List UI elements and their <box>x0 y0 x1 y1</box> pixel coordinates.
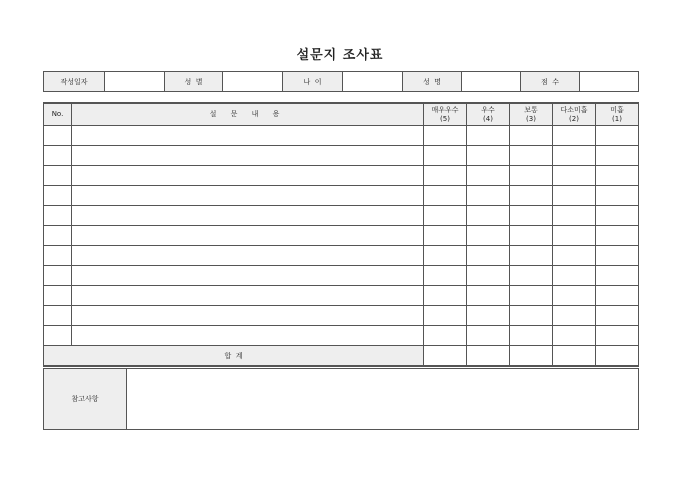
rating-score: (3) <box>526 114 536 123</box>
row-no-cell[interactable] <box>44 186 72 206</box>
rating-4-cell[interactable] <box>467 266 510 286</box>
rating-4-cell[interactable] <box>467 326 510 346</box>
sum-label: 합 계 <box>44 346 424 367</box>
rating-2-cell[interactable] <box>553 186 596 206</box>
notes-field[interactable] <box>127 369 639 430</box>
rating-4-cell[interactable] <box>467 126 510 146</box>
rating-3-cell[interactable] <box>510 126 553 146</box>
rating-score: (1) <box>612 114 622 123</box>
sum-4-cell[interactable] <box>467 346 510 367</box>
rating-1-cell[interactable] <box>596 166 639 186</box>
rating-5-cell[interactable] <box>424 186 467 206</box>
rating-4-cell[interactable] <box>467 226 510 246</box>
question-cell[interactable] <box>72 306 424 326</box>
respondent-info-table <box>43 71 639 92</box>
rating-5-cell[interactable] <box>424 326 467 346</box>
row-no-cell[interactable] <box>44 226 72 246</box>
table-row <box>44 266 639 286</box>
rating-2-cell[interactable] <box>553 326 596 346</box>
score-field[interactable] <box>580 72 639 92</box>
rating-4-cell[interactable] <box>467 146 510 166</box>
rating-1-cell[interactable] <box>596 186 639 206</box>
rating-4-cell[interactable] <box>467 166 510 186</box>
row-no-cell[interactable] <box>44 246 72 266</box>
rating-3-cell[interactable] <box>510 326 553 346</box>
rating-label: 우수 <box>481 105 495 114</box>
rating-5-cell[interactable] <box>424 266 467 286</box>
rating-1-cell[interactable] <box>596 306 639 326</box>
rating-3-cell[interactable] <box>510 306 553 326</box>
table-row <box>44 166 639 186</box>
rating-3-cell[interactable] <box>510 146 553 166</box>
name-label: 성 명 <box>403 72 462 92</box>
score-label: 점 수 <box>521 72 580 92</box>
question-cell[interactable] <box>72 186 424 206</box>
name-field[interactable] <box>462 72 521 92</box>
table-row <box>44 286 639 306</box>
rating-2-cell[interactable] <box>553 306 596 326</box>
question-cell[interactable] <box>72 286 424 306</box>
rating-1-cell[interactable] <box>596 286 639 306</box>
age-label: 나 이 <box>283 72 343 92</box>
question-cell[interactable] <box>72 126 424 146</box>
rating-4-cell[interactable] <box>467 286 510 306</box>
question-cell[interactable] <box>72 266 424 286</box>
gender-label: 성 별 <box>165 72 223 92</box>
date-field[interactable] <box>105 72 165 92</box>
rating-4-cell[interactable] <box>467 246 510 266</box>
table-row <box>44 326 639 346</box>
rating-2-cell[interactable] <box>553 226 596 246</box>
rating-1-cell[interactable] <box>596 246 639 266</box>
rating-2-cell[interactable] <box>553 246 596 266</box>
rating-label: 미흡 <box>610 105 624 114</box>
rating-3-cell[interactable] <box>510 286 553 306</box>
row-no-cell[interactable] <box>44 206 72 226</box>
row-no-cell[interactable] <box>44 166 72 186</box>
table-row <box>44 186 639 206</box>
rating-5-cell[interactable] <box>424 226 467 246</box>
sum-row <box>44 346 639 367</box>
rating-2-cell[interactable] <box>553 126 596 146</box>
rating-label: 다소미흡 <box>560 105 588 114</box>
rating-1-cell[interactable] <box>596 146 639 166</box>
rating-header-5 <box>424 103 467 126</box>
rating-1-cell[interactable] <box>596 206 639 226</box>
rating-4-cell[interactable] <box>467 306 510 326</box>
rating-1-cell[interactable] <box>596 126 639 146</box>
rating-3-cell[interactable] <box>510 246 553 266</box>
rating-label: 보통 <box>524 105 538 114</box>
rating-label: 매우우수 <box>431 105 459 114</box>
gender-field[interactable] <box>223 72 283 92</box>
rating-5-cell[interactable] <box>424 206 467 226</box>
rating-5-cell[interactable] <box>424 246 467 266</box>
sum-3-cell[interactable] <box>510 346 553 367</box>
page-title: 설문지 조사표 <box>296 48 384 63</box>
table-row <box>44 206 639 226</box>
rating-5-cell[interactable] <box>424 286 467 306</box>
rating-2-cell[interactable] <box>553 206 596 226</box>
rating-4-cell[interactable] <box>467 206 510 226</box>
date-label: 작성일자 <box>44 72 105 92</box>
rating-3-cell[interactable] <box>510 166 553 186</box>
content-header: 설 문 내 용 <box>72 103 424 126</box>
no-header: No. <box>44 103 72 126</box>
survey-table <box>43 102 639 367</box>
rating-3-cell[interactable] <box>510 206 553 226</box>
row-no-cell[interactable] <box>44 326 72 346</box>
notes-label: 참고사항 <box>44 369 127 430</box>
sum-1-cell[interactable] <box>596 346 639 367</box>
rating-2-cell[interactable] <box>553 166 596 186</box>
question-cell[interactable] <box>72 326 424 346</box>
rating-header-1 <box>596 103 639 126</box>
rating-score: (2) <box>569 114 579 123</box>
row-no-cell[interactable] <box>44 266 72 286</box>
question-cell[interactable] <box>72 146 424 166</box>
table-row <box>44 226 639 246</box>
row-no-cell[interactable] <box>44 306 72 326</box>
rating-score: (5) <box>440 114 450 123</box>
table-row <box>44 126 639 146</box>
rating-3-cell[interactable] <box>510 226 553 246</box>
row-no-cell[interactable] <box>44 126 72 146</box>
question-cell[interactable] <box>72 166 424 186</box>
rating-score: (4) <box>483 114 493 123</box>
rating-4-cell[interactable] <box>467 186 510 206</box>
table-row <box>44 146 639 166</box>
rating-1-cell[interactable] <box>596 266 639 286</box>
rating-3-cell[interactable] <box>510 266 553 286</box>
rating-5-cell[interactable] <box>424 166 467 186</box>
rating-5-cell[interactable] <box>424 146 467 166</box>
row-no-cell[interactable] <box>44 286 72 306</box>
notes-table <box>43 368 639 430</box>
rating-header-2 <box>553 103 596 126</box>
rating-1-cell[interactable] <box>596 326 639 346</box>
age-field[interactable] <box>343 72 403 92</box>
rating-3-cell[interactable] <box>510 186 553 206</box>
question-cell[interactable] <box>72 206 424 226</box>
rating-5-cell[interactable] <box>424 306 467 326</box>
question-cell[interactable] <box>72 226 424 246</box>
rating-2-cell[interactable] <box>553 146 596 166</box>
sum-5-cell[interactable] <box>424 346 467 367</box>
rating-2-cell[interactable] <box>553 266 596 286</box>
rating-header-3 <box>510 103 553 126</box>
rating-5-cell[interactable] <box>424 126 467 146</box>
table-row <box>44 246 639 266</box>
row-no-cell[interactable] <box>44 146 72 166</box>
rating-header-4 <box>467 103 510 126</box>
question-cell[interactable] <box>72 246 424 266</box>
rating-2-cell[interactable] <box>553 286 596 306</box>
table-row <box>44 306 639 326</box>
rating-1-cell[interactable] <box>596 226 639 246</box>
sum-2-cell[interactable] <box>553 346 596 367</box>
